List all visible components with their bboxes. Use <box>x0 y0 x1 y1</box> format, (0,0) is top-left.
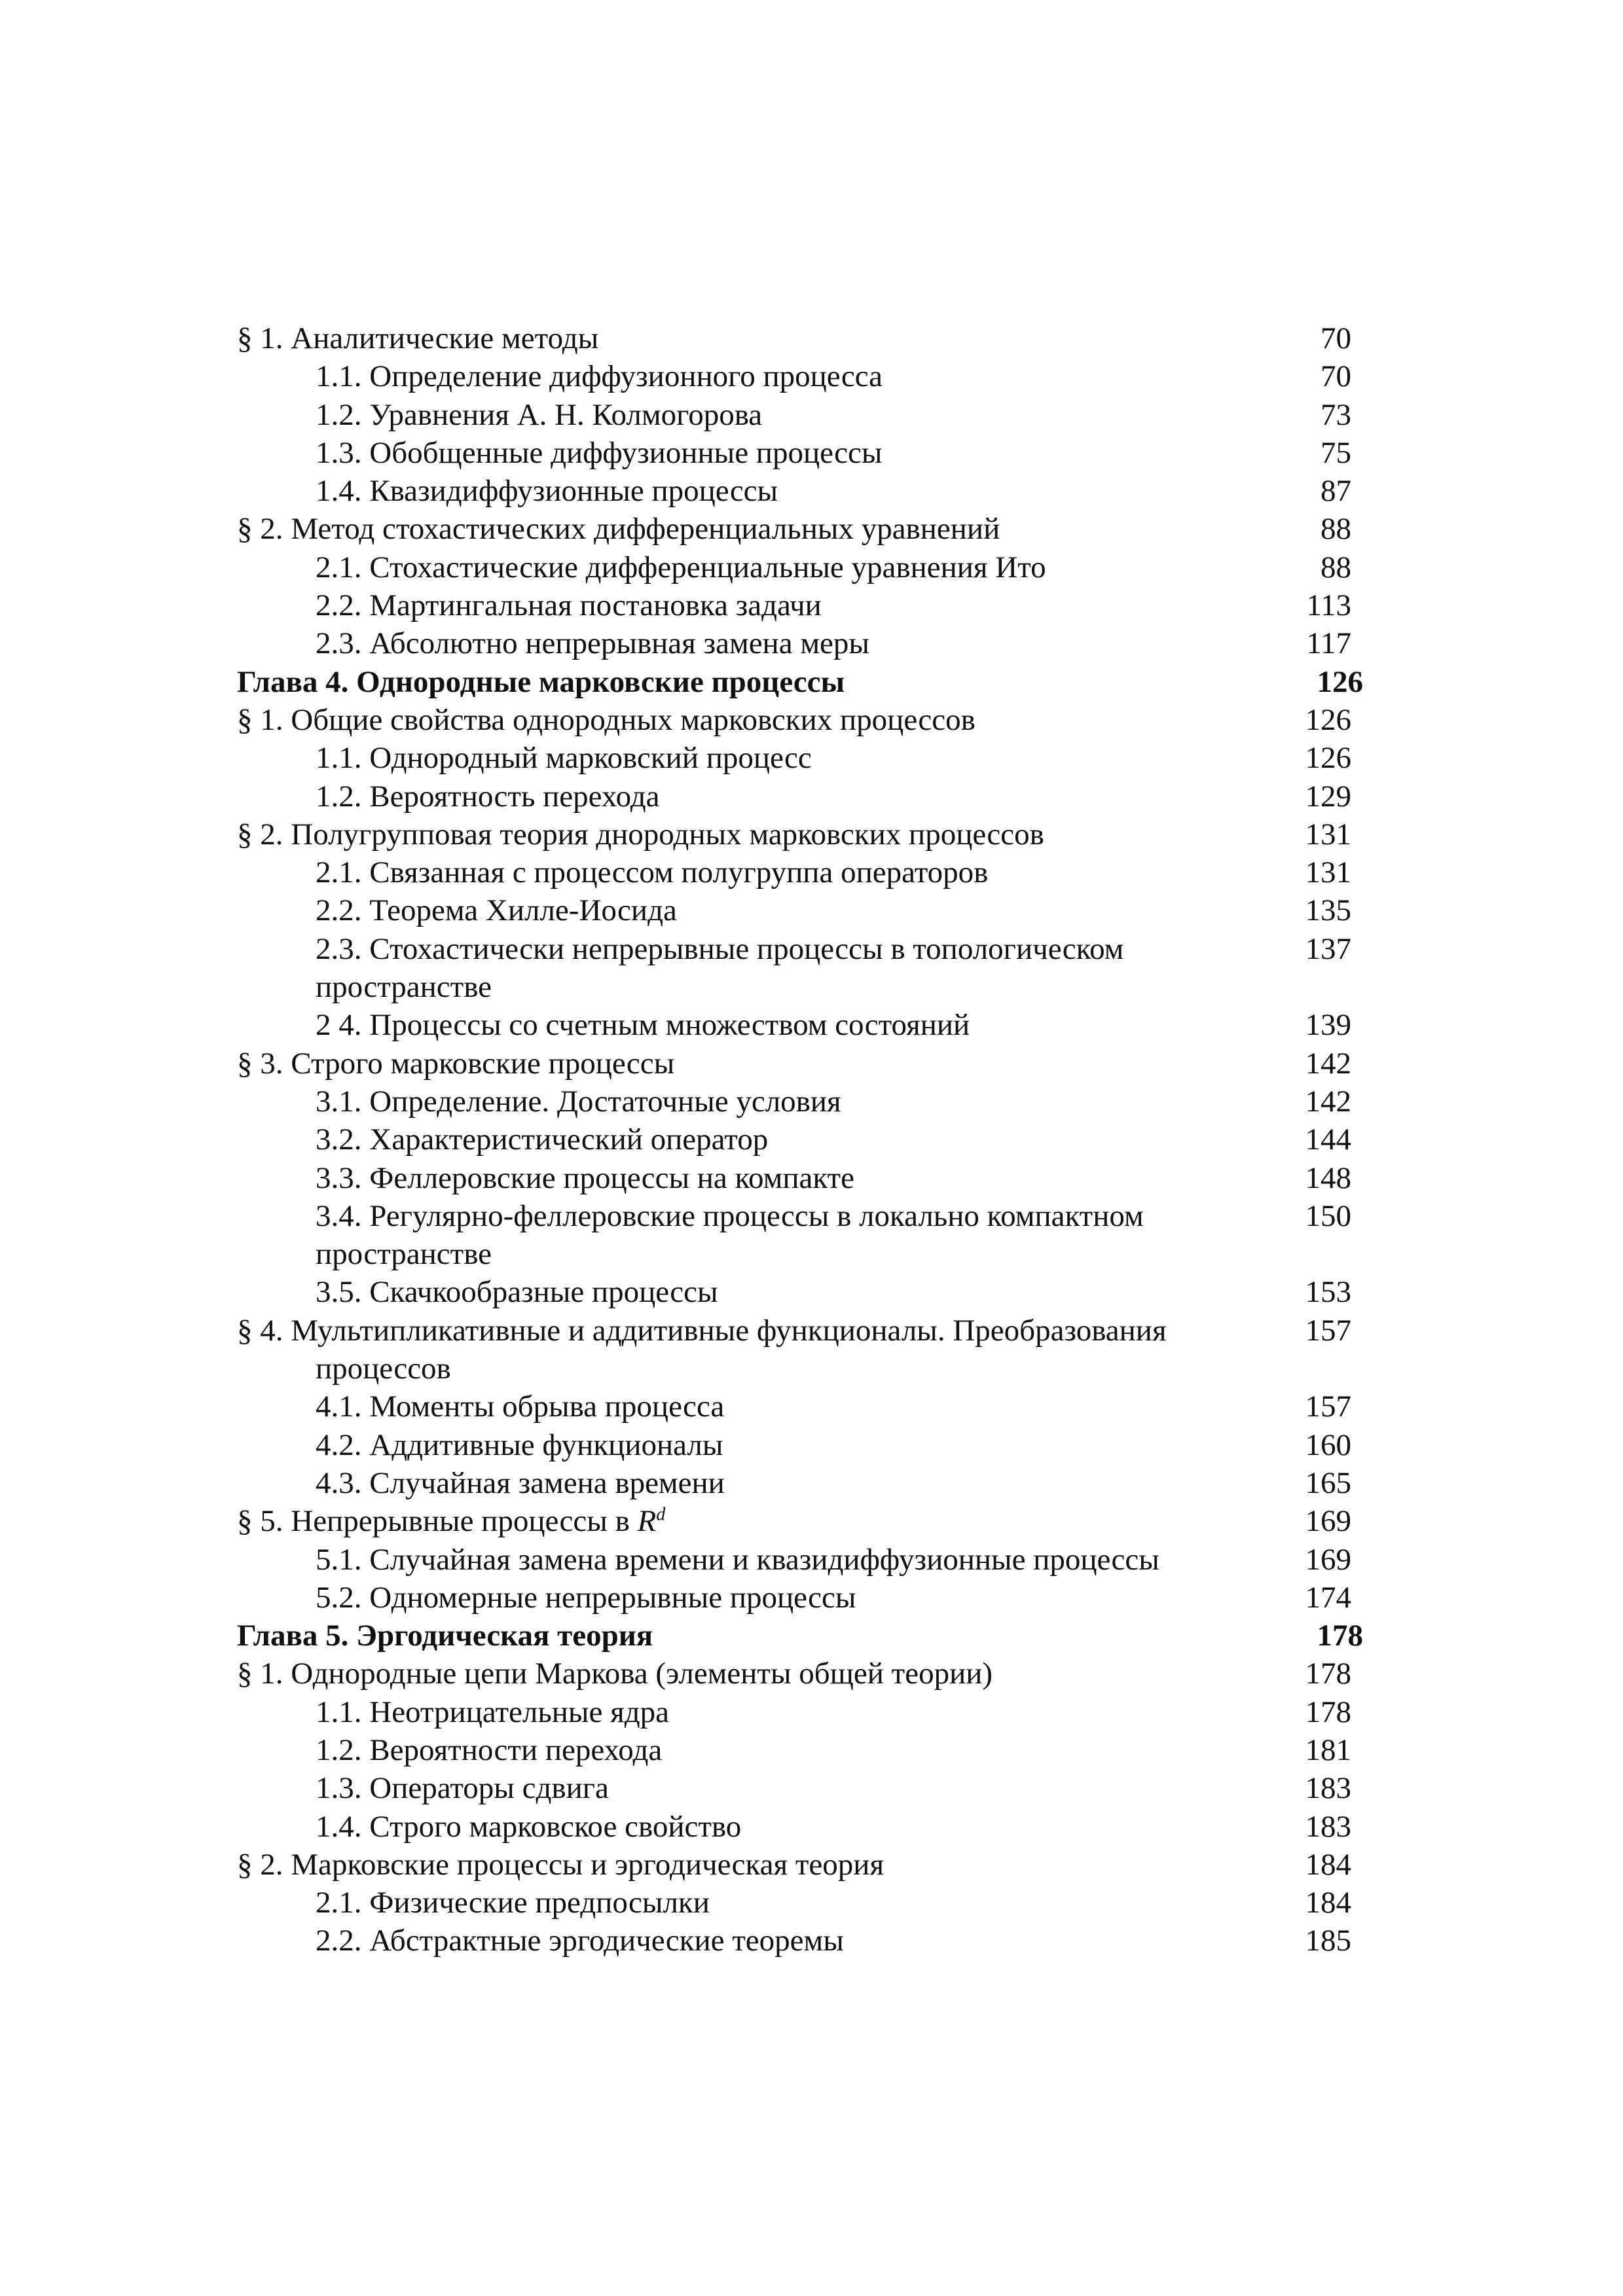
toc-entry-title <box>237 1464 1253 1502</box>
toc-entry-title <box>237 1655 1253 1693</box>
toc-entry-page-number: 169 <box>1305 1542 1351 1577</box>
toc-entry-title-text: § 1. Общие свойства однородных марковских процессов <box>237 702 976 737</box>
toc-entry-subsection <box>237 853 1377 891</box>
toc-entry-title <box>237 1541 1253 1579</box>
toc-entry-subsection <box>237 1808 1377 1846</box>
toc-entry-page-number: 150 <box>1305 1198 1351 1233</box>
toc-entry-title-text: 1.1. Неотрицательные ядра <box>316 1695 670 1729</box>
toc-entry-page-number: 157 <box>1305 1390 1351 1424</box>
toc-entry-page-number: 126 <box>1317 664 1363 699</box>
toc-entry-subsection <box>237 1464 1377 1502</box>
toc-entry-title-text: 2 4. Процессы со счетным множеством состояний <box>316 1008 970 1043</box>
toc-entry-page-number: 126 <box>1305 741 1351 776</box>
toc-entry-subsection <box>237 1884 1377 1922</box>
toc-entry-title <box>237 891 1253 929</box>
toc-entry-subsection <box>237 1006 1377 1044</box>
toc-entry-title-text: § 3. Строго марковские процессы <box>237 1046 675 1081</box>
toc-entry-subsection <box>237 1731 1377 1769</box>
toc-entry-title <box>237 1693 1253 1731</box>
toc-entry-page-number: 139 <box>1305 1008 1351 1043</box>
toc-entry-title <box>237 701 1253 739</box>
toc-entry-subsection <box>237 472 1377 510</box>
toc-entry-title <box>237 1769 1253 1807</box>
toc-entry-title <box>237 930 1253 1007</box>
toc-entry-page-number: 135 <box>1305 893 1351 928</box>
toc-entry-title <box>237 1083 1253 1121</box>
toc-entry-title <box>237 1197 1253 1274</box>
toc-entry-subsection <box>237 778 1377 816</box>
toc-entry-subsection <box>237 891 1377 929</box>
toc-entry-page-number: 70 <box>1321 321 1351 355</box>
toc-entry-section <box>237 1312 1377 1388</box>
toc-entry-subsection <box>237 1273 1377 1311</box>
toc-entry-title-text: 4.1. Моменты обрыва процесса <box>316 1390 725 1424</box>
toc-entry-title-text: 1.1. Однородный марковский процесс <box>316 741 812 776</box>
toc-entry-page-number: 117 <box>1306 626 1351 661</box>
toc-entry-title-text: 3.4. Регулярно-феллеровские процессы в локально компактном <box>316 1198 1144 1233</box>
math-symbol: R <box>637 1504 657 1539</box>
toc-entry-section <box>237 1045 1377 1083</box>
toc-entry-title <box>237 357 1253 395</box>
toc-entry-subsection <box>237 1159 1377 1197</box>
toc-entry-title-text: 2.2. Абстрактные эргодические теоремы <box>316 1924 844 1958</box>
toc-entry-subsection <box>237 1922 1377 1960</box>
toc-entry-title-text: § 2. Марковские процессы и эргодическая теория <box>237 1847 884 1882</box>
toc-entry-page-number: 184 <box>1305 1847 1351 1882</box>
toc-entry-title-text: § 1. Аналитические методы <box>237 321 599 355</box>
toc-entry-title-text: 1.3. Обобщенные диффузионные процессы <box>316 435 883 470</box>
toc-entry-section <box>237 816 1377 853</box>
toc-entry-title-text: 1.3. Операторы сдвига <box>316 1771 609 1806</box>
toc-entry-title-text: 2.1. Связанная с процессом полугруппа операторов <box>316 855 989 890</box>
toc-entry-page-number: 174 <box>1305 1580 1351 1615</box>
toc-entry-title <box>237 510 1253 548</box>
toc-entry-title-text: 2.3. Стохастически непрерывные процессы в топологическом <box>316 931 1124 966</box>
toc-entry-page-number: 178 <box>1317 1619 1363 1653</box>
table-of-contents <box>237 319 1377 1960</box>
toc-entry-title-text: 3.3. Феллеровские процессы на компакте <box>316 1160 854 1195</box>
toc-entry-title <box>237 816 1253 853</box>
toc-entry-title-text: 1.2. Уравнения А. Н. Колмогорова <box>316 397 763 432</box>
toc-entry-title <box>237 739 1253 777</box>
toc-entry-page-number: 157 <box>1305 1313 1351 1348</box>
toc-entry-page-number: 178 <box>1305 1657 1351 1691</box>
toc-entry-title-text: 2.3. Абсолютно непрерывная замена меры <box>316 626 869 661</box>
toc-entry-page-number: 183 <box>1305 1771 1351 1806</box>
toc-entry-title <box>237 1159 1253 1197</box>
toc-entry-title-text: § 1. Однородные цепи Маркова (элементы общей теории) <box>237 1657 993 1691</box>
toc-entry-title <box>237 1006 1253 1044</box>
toc-entry-title <box>237 586 1253 624</box>
toc-entry-title-continuation: пространстве <box>316 1237 492 1272</box>
toc-entry-title-text: 1.4. Квазидиффузионные процессы <box>316 474 778 509</box>
toc-entry-page-number: 183 <box>1305 1809 1351 1844</box>
toc-entry-page-number: 88 <box>1321 512 1351 547</box>
toc-entry-section <box>237 319 1377 357</box>
toc-entry-title-text: 1.2. Вероятность перехода <box>316 779 660 814</box>
toc-entry-title-text: 3.5. Скачкообразные процессы <box>316 1275 718 1310</box>
toc-entry-title <box>237 1731 1253 1769</box>
toc-entry-page-number: 144 <box>1305 1122 1351 1157</box>
toc-entry-page-number: 113 <box>1306 588 1351 623</box>
toc-entry-page-number: 70 <box>1321 359 1351 394</box>
toc-entry-page-number: 73 <box>1321 397 1351 432</box>
toc-entry-subsection <box>237 1083 1377 1121</box>
toc-entry-title-text: 2.2. Мартингальная постановка задачи <box>316 588 822 623</box>
toc-entry-title-text: 2.2. Теорема Хилле-Иосида <box>316 893 677 928</box>
toc-entry-title <box>237 853 1253 891</box>
toc-entry-page-number: 181 <box>1305 1732 1351 1767</box>
toc-entry-title <box>237 548 1253 586</box>
toc-entry-subsection <box>237 1579 1377 1617</box>
toc-entry-subsection <box>237 357 1377 395</box>
toc-entry-subsection <box>237 1388 1377 1426</box>
toc-entry-title <box>237 624 1253 662</box>
toc-entry-title-text: 1.2. Вероятности перехода <box>316 1732 663 1767</box>
toc-entry-page-number: 88 <box>1321 550 1351 584</box>
math-superscript: d <box>656 1504 666 1525</box>
toc-entry-subsection <box>237 624 1377 662</box>
toc-entry-title <box>237 1808 1253 1846</box>
toc-entry-page-number: 126 <box>1305 702 1351 737</box>
toc-entry-title-text: Глава 5. Эргодическая теория <box>237 1619 653 1653</box>
toc-entry-chapter <box>237 663 1377 701</box>
toc-entry-chapter <box>237 1617 1377 1655</box>
toc-entry-title-continuation: пространстве <box>316 970 492 1005</box>
toc-entry-title-text: 1.4. Строго марковское свойство <box>316 1809 742 1844</box>
toc-entry-title <box>237 1617 1265 1655</box>
toc-entry-subsection <box>237 1541 1377 1579</box>
toc-entry-title <box>237 319 1253 357</box>
toc-entry-title <box>237 663 1265 701</box>
toc-entry-subsection <box>237 396 1377 434</box>
toc-entry-page-number: 148 <box>1305 1160 1351 1195</box>
toc-entry-subsection <box>237 548 1377 586</box>
toc-entry-subsection <box>237 1693 1377 1731</box>
toc-entry-title-text: 1.1. Определение диффузионного процесса <box>316 359 883 394</box>
toc-entry-title-text: § 2. Метод стохастических дифференциальных уравнений <box>237 512 1000 547</box>
toc-entry-title-text: 5.1. Случайная замена времени и квазидиффузионные процессы <box>316 1542 1159 1577</box>
toc-entry-title <box>237 1273 1253 1311</box>
toc-entry-title <box>237 434 1253 472</box>
toc-entry-title-text: 4.2. Аддитивные функционалы <box>316 1427 723 1462</box>
toc-entry-page-number: 169 <box>1305 1504 1351 1539</box>
toc-entry-title-text: 2.1. Физические предпосылки <box>316 1886 710 1920</box>
toc-entry-subsection <box>237 739 1377 777</box>
toc-entry-page-number: 75 <box>1321 435 1351 470</box>
toc-entry-title <box>237 1426 1253 1464</box>
toc-entry-page-number: 184 <box>1305 1886 1351 1920</box>
toc-entry-title-text: Глава 4. Однородные марковские процессы <box>237 664 845 699</box>
toc-entry-title-text: § 5. Непрерывные процессы в <box>237 1504 638 1539</box>
toc-entry-page-number: 142 <box>1305 1084 1351 1119</box>
toc-entry-subsection <box>237 586 1377 624</box>
toc-entry-page-number: 131 <box>1305 855 1351 890</box>
toc-entry-page-number: 129 <box>1305 779 1351 814</box>
toc-entry-title <box>237 1502 1253 1540</box>
toc-entry-title <box>237 1579 1253 1617</box>
toc-entry-title <box>237 1884 1253 1922</box>
toc-entry-title <box>237 1045 1253 1083</box>
toc-entry-subsection <box>237 1769 1377 1807</box>
toc-entry-section <box>237 701 1377 739</box>
toc-entry-title-text: 5.2. Одномерные непрерывные процессы <box>316 1580 856 1615</box>
toc-entry-title <box>237 396 1253 434</box>
toc-entry-subsection <box>237 930 1377 1007</box>
toc-entry-title-text: 4.3. Случайная замена времени <box>316 1465 725 1500</box>
toc-entry-page-number: 87 <box>1321 474 1351 509</box>
toc-entry-page-number: 185 <box>1305 1924 1351 1958</box>
toc-entry-title-text: 2.1. Стохастические дифференциальные уравнения Ито <box>316 550 1046 584</box>
toc-entry-subsection <box>237 1121 1377 1158</box>
toc-entry-page-number: 137 <box>1305 931 1351 966</box>
toc-entry-title-text: § 4. Мультипликативные и аддитивные функционалы. Преобразования <box>237 1313 1167 1348</box>
toc-entry-title <box>237 472 1253 510</box>
toc-entry-title <box>237 1312 1253 1388</box>
toc-entry-page-number: 142 <box>1305 1046 1351 1081</box>
toc-entry-page-number: 165 <box>1305 1465 1351 1500</box>
toc-entry-section <box>237 1655 1377 1693</box>
toc-entry-title <box>237 1922 1253 1960</box>
toc-entry-title-text: 3.1. Определение. Достаточные условия <box>316 1084 841 1119</box>
toc-entry-title <box>237 1388 1253 1426</box>
toc-entry-title-continuation: процессов <box>316 1352 451 1386</box>
toc-entry-page-number: 178 <box>1305 1695 1351 1729</box>
toc-entry-section <box>237 510 1377 548</box>
toc-entry-subsection <box>237 1426 1377 1464</box>
toc-entry-page-number: 153 <box>1305 1275 1351 1310</box>
toc-entry-page-number: 131 <box>1305 817 1351 852</box>
toc-entry-title <box>237 1846 1253 1884</box>
toc-entry-subsection <box>237 434 1377 472</box>
toc-entry-subsection <box>237 1197 1377 1274</box>
toc-entry-title <box>237 1121 1253 1158</box>
toc-entry-title <box>237 778 1253 816</box>
toc-entry-title-text: § 2. Полугрупповая теория днородных марковских процессов <box>237 817 1044 852</box>
toc-entry-title-text: 3.2. Характеристический оператор <box>316 1122 769 1157</box>
toc-entry-section <box>237 1502 1377 1540</box>
toc-entry-math <box>638 1504 666 1538</box>
toc-entry-section <box>237 1846 1377 1884</box>
toc-entry-page-number: 160 <box>1305 1427 1351 1462</box>
